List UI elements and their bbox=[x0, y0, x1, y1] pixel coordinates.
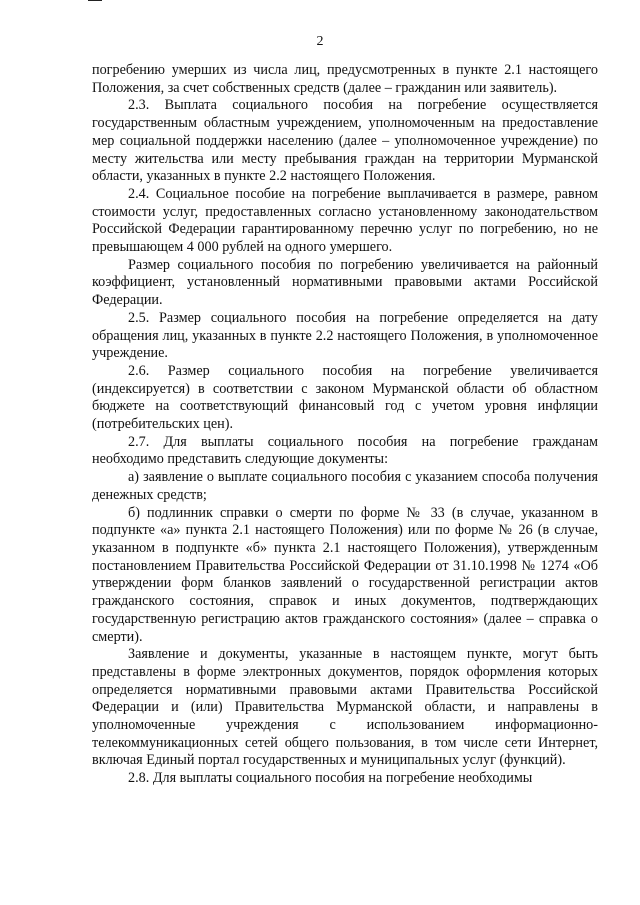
paragraph-2-7: 2.7. Для выплаты социального пособия на погребение гражданам необходимо представить следующие документы: bbox=[92, 433, 598, 468]
paragraph-continuation: погребению умерших из числа лиц, предусмотренных в пункте 2.1 настоящего Положения, за счет собственных средств (далее – гражданин или заявитель). bbox=[92, 62, 598, 96]
paragraph-2-4: 2.4. Социальное пособие на погребение выплачивается в размере, равном стоимости услуг, предоставленных согласно установленному законодательством Российской Федерации гарантированному перечню услуг по погребению, но не превышающем 4 000 рублей на одного умершего. bbox=[92, 185, 598, 256]
paragraph-2-8: 2.8. Для выплаты социального пособия на погребение необходимы bbox=[128, 770, 533, 787]
scan-corner-mark bbox=[88, 0, 102, 4]
paragraph-2-7-b: б) подлинник справки о смерти по форме № 33 (в случае, указанном в подпункте «а» пункта 2.1 настоящего Положения) или по форме № 26 (в случае, указанном в подпункте «б» пункта 2.1 настоящего Положения), утвержденным постановлением Правительства Российской Федерации от 31.10.1998 № 1274 «Об утверждении форм бланков заявлений о государственной регистрации актов гражданского состояния, справок и иных документов, подтверждающих государственную регистрацию актов гражданского состояния» (далее – справка о смерти). bbox=[92, 504, 598, 645]
page-number: 2 bbox=[316, 34, 324, 49]
paragraph-2-3: 2.3. Выплата социального пособия на погребение осуществляется государственным областным учреждением, уполномоченным на предоставление мер социальной поддержки населению (далее – уполномоченное учреждение) по месту жительства или месту пребывания граждан на территории Мурманской области, указанных в пункте 2.2 настоящего Положения. bbox=[92, 97, 598, 185]
document-body bbox=[92, 62, 598, 788]
paragraph-2-7-electronic: Заявление и документы, указанные в настоящем пункте, могут быть представлены в форме электронных документов, порядок оформления которых определяется нормативными правовыми актами Правительства Российской Федерации и (или) Правительства Мурманской области, и направлены в уполномоченные учреждения с использованием информационно-телекоммуникационных сетей общего пользования, в том числе сети Интернет, включая Единый портал государственных и муниципальных услуг (функций). bbox=[92, 646, 598, 769]
paragraph-2-4-coefficient: Размер социального пособия по погребению увеличивается на районный коэффициент, установленный нормативными правовыми актами Российской Федерации. bbox=[92, 256, 598, 309]
paragraph-2-6: 2.6. Размер социального пособия на погребение увеличивается (индексируется) в соответствии с законом Мурманской области об областном бюджете на соответствующий финансовый год с учетом уровня инфляции (потребительских цен). bbox=[92, 362, 598, 433]
paragraph-2-5: 2.5. Размер социального пособия на погребение определяется на дату обращения лиц, указанных в пункте 2.2 настоящего Положения, в уполномоченное учреждение. bbox=[92, 309, 598, 362]
paragraph-2-7-a: а) заявление о выплате социального пособия с указанием способа получения денежных средств; bbox=[92, 469, 598, 503]
